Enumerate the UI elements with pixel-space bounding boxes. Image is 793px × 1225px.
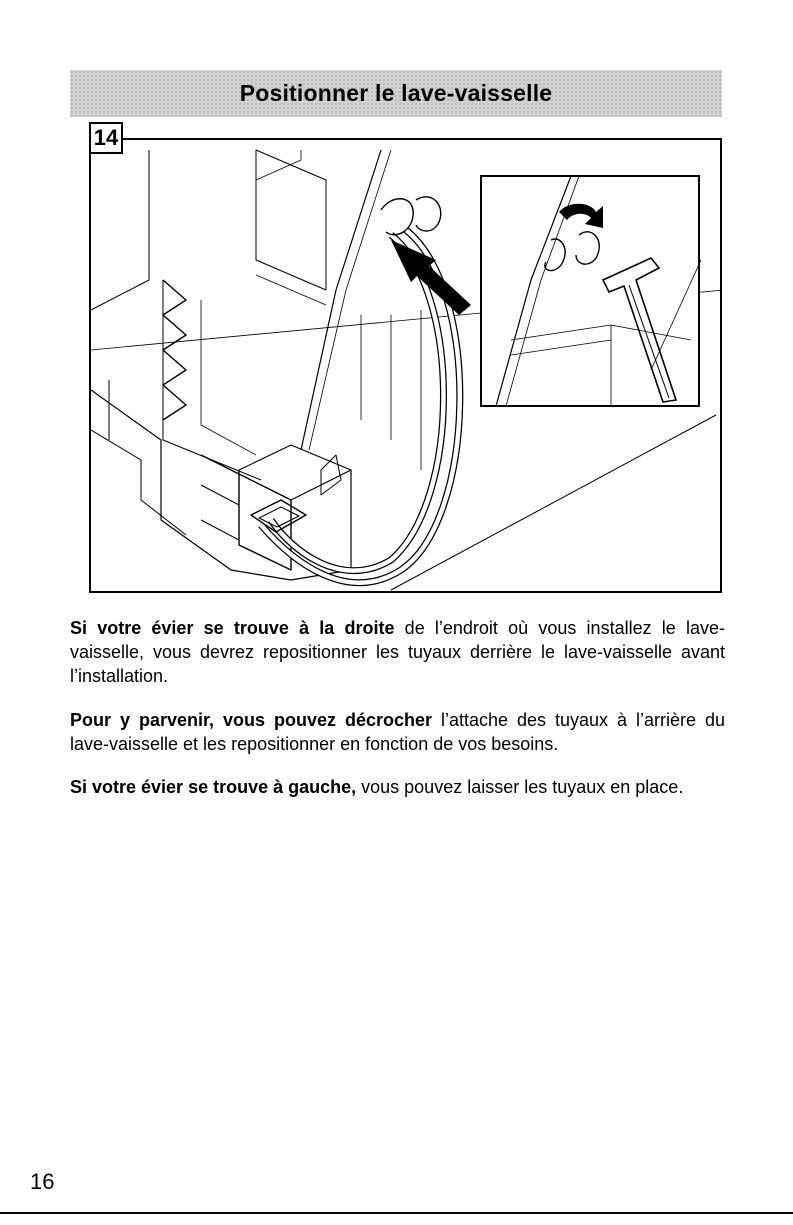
paragraph-lead: Si votre évier se trouve à gauche, bbox=[70, 777, 357, 797]
paragraph-sink-right bbox=[70, 616, 725, 688]
paragraph-body: l’attache des tuyaux à l’arrière du lave-vaisselle et les repositionner en fonction de vos besoins. bbox=[70, 710, 725, 754]
paragraph-lead: Si votre évier se trouve à la droite bbox=[70, 618, 395, 638]
page-number: 16 bbox=[30, 1169, 55, 1194]
paragraph-lead: Pour y parvenir, vous pouvez décrocher bbox=[70, 710, 432, 730]
step-number-badge: 14 bbox=[89, 122, 123, 154]
paragraph-body: de l’endroit où vous installez le lave-vaisselle, vous devrez repositionner les tuyaux derrière le lave-vaisselle avant l’installation. bbox=[70, 618, 725, 686]
section-header bbox=[70, 70, 722, 117]
paragraph-sink-left bbox=[70, 775, 725, 799]
paragraph-body: vous pouvez laisser les tuyaux en place. bbox=[356, 777, 684, 797]
bottom-divider bbox=[0, 1212, 793, 1214]
installation-illustration bbox=[89, 138, 722, 593]
paragraph-unhook bbox=[70, 708, 725, 756]
section-title: Positionner le lave-vaisselle bbox=[239, 80, 553, 106]
dishwasher-hose-drawing bbox=[91, 140, 722, 593]
